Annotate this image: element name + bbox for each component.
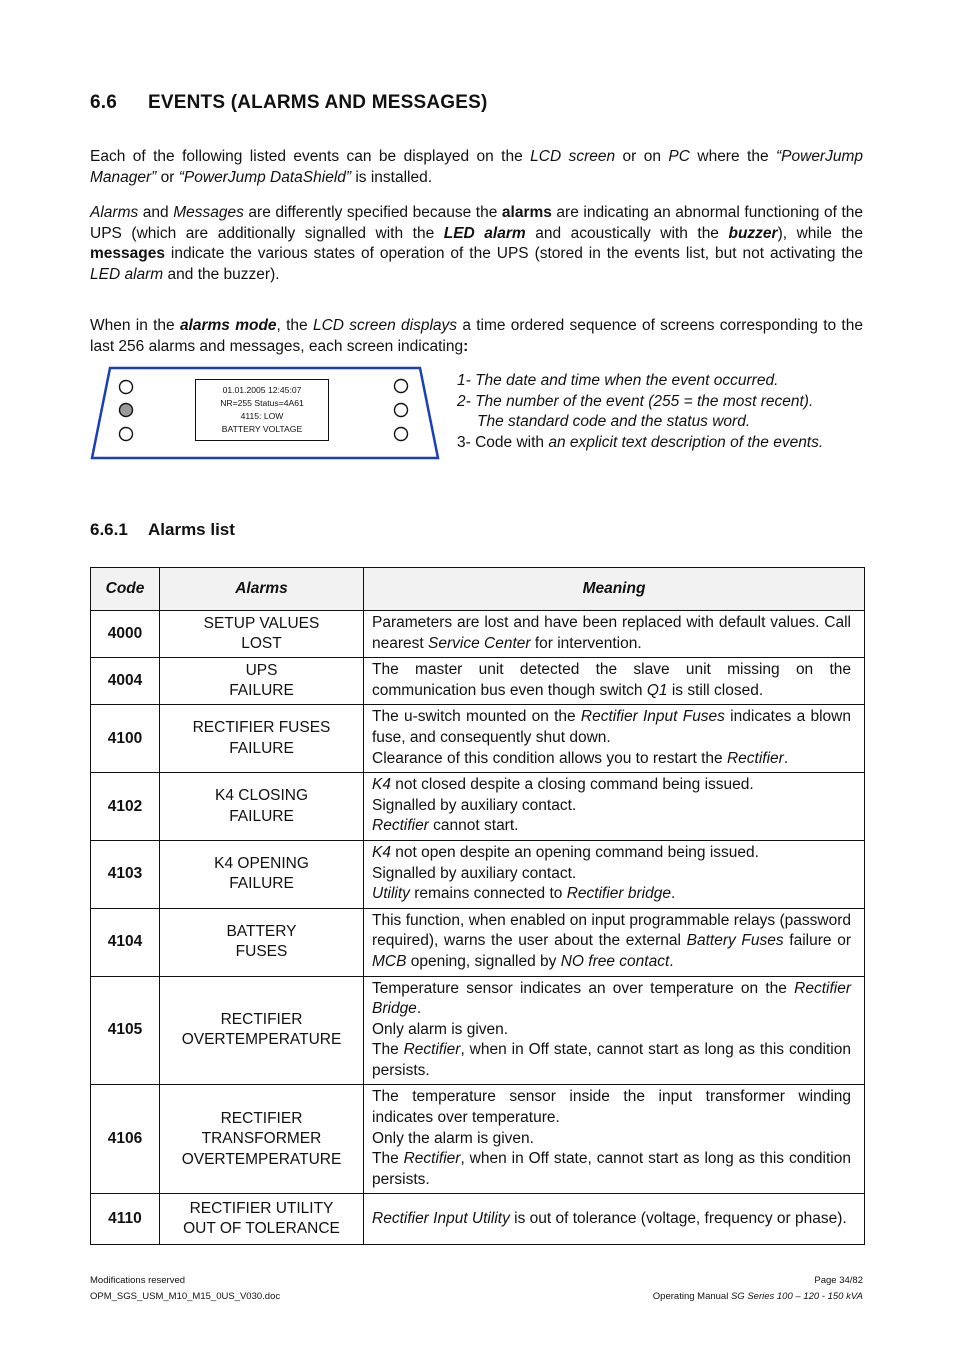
screen-content-list [457, 371, 867, 453]
section-title: EVENTS (ALARMS AND MESSAGES) [148, 92, 488, 113]
intro-paragraph-3 [90, 316, 863, 357]
text: LED alarm [443, 224, 526, 242]
text: is installed. [351, 168, 433, 186]
alarm-name-cell [160, 908, 364, 976]
intro-paragraph-2 [90, 203, 863, 285]
text: , the [276, 317, 313, 334]
table-row [91, 1194, 865, 1245]
alarm-meaning-cell [364, 1085, 865, 1194]
alarm-name-line: OUT OF TOLERANCE [183, 1220, 340, 1238]
text: LED alarm [90, 265, 164, 283]
meaning-line: Utility remains connected to Rectifier bridge. [372, 885, 676, 903]
alarm-name-line: RECTIFIER UTILITY [189, 1199, 334, 1217]
footer-filename: OPM_SGS_USM_M10_M15_0US_V030.doc [90, 1291, 281, 1302]
meaning-line: This function, when enabled on input programmable relays (password required), warns the user about the external Battery Fuses failure or MCB opening, signalled by NO free contact. [372, 911, 851, 970]
alarm-name-line: RECTIFIER [220, 1109, 303, 1127]
text: “PowerJump DataShield” [178, 168, 352, 186]
meaning-line: Only the alarm is given. [372, 1129, 534, 1147]
lcd-line-code: 4115: LOW [240, 411, 284, 421]
alarm-code-cell: 4110 [91, 1194, 160, 1245]
text: are indicating an abnormal functioning of the UPS (which are additionally signalled with the [90, 204, 863, 242]
alarm-code-cell: 4100 [91, 705, 160, 773]
alarm-code-cell: 4104 [91, 908, 160, 976]
alarm-meaning-cell [364, 773, 865, 841]
alarm-code-cell: 4102 [91, 773, 160, 841]
alarm-name-line: OVERTEMPERATURE [181, 1031, 342, 1049]
text: Alarms [90, 204, 139, 221]
alarm-name-line: BATTERY [226, 922, 297, 940]
header-alarms: Alarms [160, 568, 364, 611]
alarm-name-line: TRANSFORMER [201, 1130, 322, 1148]
text: 3- Code with [457, 433, 549, 451]
alarm-name-cell [160, 840, 364, 908]
meaning-line: K4 not open despite an opening command being issued. [372, 843, 759, 861]
table-row [91, 908, 865, 976]
alarm-code-cell: 4105 [91, 976, 160, 1085]
text: and [138, 204, 174, 221]
list-item [457, 433, 867, 454]
meaning-line: Parameters are lost and have been replaced with default values. Call nearest Service Center for intervention. [372, 614, 851, 652]
meaning-line: The Rectifier, when in Off state, cannot start as long as this condition persists. [372, 1150, 851, 1188]
footer-right [653, 1273, 863, 1305]
text: : [463, 337, 469, 355]
text: SG Series 100 – 120 - 150 kVA [730, 1291, 863, 1302]
meaning-line: Clearance of this condition allows you to restart the Rectifier. [372, 749, 789, 767]
alarm-meaning-cell [364, 976, 865, 1085]
alarm-name-line: RECTIFIER FUSES [192, 719, 331, 737]
meaning-line: The temperature sensor inside the input transformer winding indicates over temperature. [372, 1088, 851, 1127]
alarm-meaning-cell [364, 658, 865, 705]
alarm-name-line: K4 OPENING [214, 854, 309, 872]
meaning-line: Temperature sensor indicates an over temperature on the Rectifier Bridge. [372, 979, 851, 1018]
alarm-name-cell [160, 705, 364, 773]
footer-notice: Modifications reserved [90, 1275, 186, 1286]
table-row [91, 976, 865, 1085]
led-indicator [120, 381, 133, 394]
list-item: 1- The date and time when the event occurred. [457, 372, 779, 389]
text: indicate the various states of operation of the UPS (stored in the events list, but not activating the [164, 245, 863, 263]
alarm-code-cell: 4004 [91, 658, 160, 705]
led-indicator [120, 404, 133, 417]
text: or [156, 168, 179, 186]
text: When in the [90, 317, 180, 334]
led-indicator [120, 428, 133, 441]
header-meaning: Meaning [364, 568, 865, 611]
alarm-name-line: UPS [245, 661, 278, 679]
left-led-column [120, 381, 133, 441]
alarm-name-line: LOST [241, 635, 282, 653]
subsection-number: 6.6.1 [90, 520, 128, 539]
header-code: Code [91, 568, 160, 611]
lcd-line-description: BATTERY VOLTAGE [221, 424, 303, 434]
alarm-name-cell [160, 611, 364, 658]
alarm-name-line: FAILURE [229, 682, 294, 700]
text: Each of the following listed events can be displayed on the [90, 148, 531, 165]
text: PC [668, 148, 690, 165]
panel-button [395, 404, 408, 417]
alarm-name-line: SETUP VALUES [203, 614, 320, 632]
alarm-code-cell: 4103 [91, 840, 160, 908]
alarm-name-line: RECTIFIER [220, 1010, 303, 1028]
alarm-name-cell [160, 773, 364, 841]
meaning-line: Only alarm is given. [372, 1020, 509, 1038]
text: or on [615, 148, 669, 165]
meaning-line: Signalled by auxiliary contact. [372, 796, 577, 814]
meaning-line: The master unit detected the slave unit missing on the communication bus even though switch Q1 is still closed. [372, 661, 851, 699]
text: “PowerJump Manager” [90, 148, 863, 186]
alarm-name-line: FAILURE [229, 875, 294, 893]
footer-left [90, 1273, 280, 1305]
alarm-name-line: OVERTEMPERATURE [181, 1150, 342, 1168]
text: LCD screen displays [312, 317, 458, 334]
panel-button [395, 380, 408, 393]
text: alarms [501, 204, 552, 221]
text: where the [689, 148, 776, 165]
list-item-continued: The standard code and the status word. [477, 413, 751, 431]
alarm-meaning-cell [364, 705, 865, 773]
meaning-line: Rectifier cannot start. [372, 817, 519, 835]
text: Messages [173, 204, 244, 221]
table-header-row [91, 568, 865, 611]
alarms-table [90, 567, 865, 1245]
table-row [91, 611, 865, 658]
lcd-screen [195, 379, 329, 441]
subsection-heading [90, 520, 235, 540]
alarm-name-cell [160, 658, 364, 705]
list-item: 2- The number of the event (255 = the most recent). [457, 392, 814, 410]
table-row [91, 705, 865, 773]
text: and acoustically with the [525, 224, 729, 242]
lcd-line-status: NR=255 Status=4A61 [220, 398, 304, 408]
intro-paragraph-1 [90, 147, 863, 188]
footer-manual-title [653, 1289, 863, 1305]
alarm-name-cell [160, 1085, 364, 1194]
text: buzzer [728, 224, 778, 242]
subsection-title: Alarms list [148, 520, 235, 539]
alarm-meaning-cell [364, 1194, 865, 1245]
table-row [91, 1085, 865, 1194]
alarm-name-cell [160, 1194, 364, 1245]
alarm-meaning-cell [364, 908, 865, 976]
alarm-code-cell: 4106 [91, 1085, 160, 1194]
text: a time ordered sequence of screens corresponding to the last 256 alarms and messages, each screen indicating [90, 317, 863, 355]
footer-page-number: Page 34/82 [814, 1275, 863, 1286]
text: LCD screen [530, 148, 616, 165]
text: Operating Manual [652, 1291, 731, 1302]
panel-button [395, 428, 408, 441]
text: ), while the [777, 224, 864, 242]
alarm-name-line: K4 CLOSING [214, 786, 309, 804]
meaning-line: Rectifier Input Utility is out of tolerance (voltage, frequency or phase). [372, 1209, 847, 1227]
lcd-line-datetime: 01.01.2005 12:45:07 [222, 385, 302, 395]
text: alarms mode [179, 317, 277, 334]
alarm-name-line: FUSES [235, 943, 288, 961]
meaning-line: The Rectifier, when in Off state, cannot start as long as this condition persists. [372, 1041, 851, 1079]
table-row [91, 773, 865, 841]
section-heading [90, 92, 488, 114]
alarm-name-cell [160, 976, 364, 1085]
text: and the buzzer). [163, 265, 280, 283]
meaning-line: The u-switch mounted on the Rectifier Input Fuses indicates a blown fuse, and consequently shut down. [372, 708, 851, 746]
alarms-table-body [91, 611, 865, 1245]
text: an explicit text description of the events. [548, 433, 824, 451]
text: are differently specified because the [243, 204, 502, 221]
text: messages [90, 245, 165, 263]
section-number: 6.6 [90, 92, 118, 113]
table-row [91, 658, 865, 705]
alarm-meaning-cell [364, 840, 865, 908]
alarm-code-cell: 4000 [91, 611, 160, 658]
meaning-line: K4 not closed despite a closing command being issued. [372, 776, 754, 794]
right-button-column [395, 380, 408, 441]
alarm-name-line: FAILURE [229, 807, 294, 825]
meaning-line: Signalled by auxiliary contact. [372, 864, 577, 882]
table-row [91, 840, 865, 908]
alarm-meaning-cell [364, 611, 865, 658]
alarm-name-line: FAILURE [229, 739, 294, 757]
